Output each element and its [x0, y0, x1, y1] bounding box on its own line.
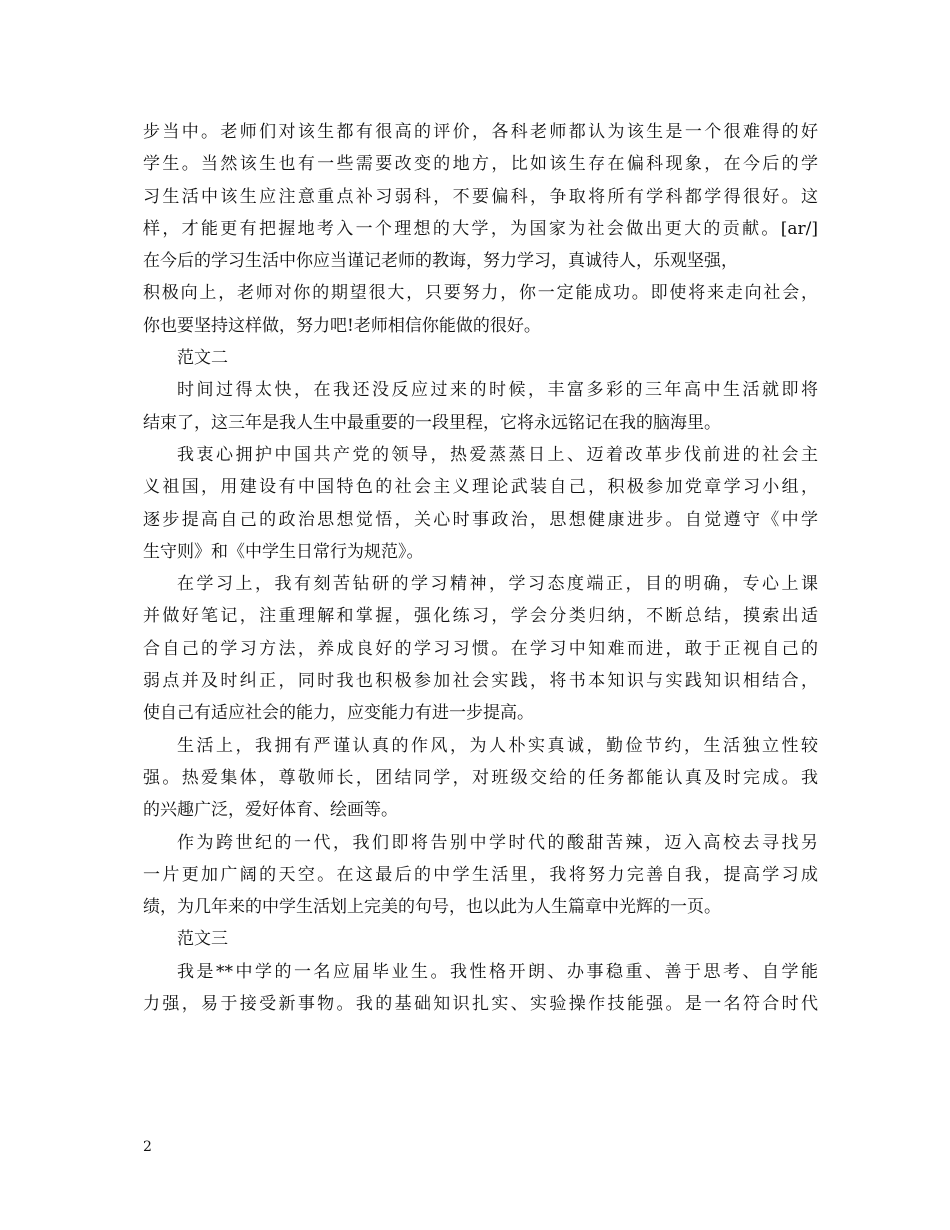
text-line: 并做好笔记，注重理解和掌握，强化练习，学会分类归纳，不断总结，摸索出适 [143, 606, 818, 627]
text-line: 积极向上，老师对你的期望很大，只要努力，你一定能成功。即使将来走向社会， [143, 283, 818, 304]
text-line: 时间过得太快，在我还没反应过来的时候，丰富多彩的三年高中生活就即将 [177, 380, 818, 401]
text-line: 的兴趣广泛，爱好体育、绘画等。 [143, 800, 398, 821]
text-line: 弱点并及时纠正，同时我也积极参加社会实践，将书本知识与实践知识相结合， [143, 671, 818, 692]
text-line: 义祖国，用建设有中国特色的社会主义理论武装自己，积极参加党章学习小组， [143, 477, 818, 498]
text-line: 逐步提高自己的政治思想觉悟，关心时事政治，思想健康进步。自觉遵守《中学 [143, 509, 818, 530]
text-line: 习生活中该生应注意重点补习弱科，不要偏科，争取将所有学科都学得很好。这 [143, 186, 818, 207]
text-line: 我衷心拥护中国共产党的领导，热爱蒸蒸日上、迈着改革步伐前进的社会主 [177, 444, 818, 465]
text-line: 结束了，这三年是我人生中最重要的一段里程，它将永远铭记在我的脑海里。 [143, 412, 721, 433]
text-line: 绩，为几年来的中学生活划上完美的句号，也以此为人生篇章中光辉的一页。 [143, 897, 721, 918]
text-line: 我是**中学的一名应届毕业生。我性格开朗、办事稳重、善于思考、自学能 [177, 961, 818, 982]
text-line: 你也要坚持这样做，努力吧!老师相信你能做的很好。 [143, 315, 541, 336]
text-line: 步当中。老师们对该生都有很高的评价，各科老师都认为该生是一个很难得的好 [143, 122, 818, 142]
page-number: 2 [143, 1139, 152, 1155]
text-line: 生活上，我拥有严谨认真的作风，为人朴实真诚，勤俭节约，生活独立性较 [177, 735, 818, 756]
text-line: 作为跨世纪的一代，我们即将告别中学时代的酸甜苦辣，迈入高校去寻找另 [177, 832, 818, 853]
text-line: 范文三 [177, 929, 228, 950]
text-line: 一片更加广阔的天空。在这最后的中学生活里，我将努力完善自我，提高学习成 [143, 864, 818, 885]
text-line: 范文二 [177, 348, 228, 369]
text-line: 合自己的学习方法，养成良好的学习习惯。在学习中知难而进，敢于正视自己的 [143, 638, 818, 659]
text-line: 强。热爱集体，尊敬师长，团结同学，对班级交给的任务都能认真及时完成。我 [143, 767, 818, 788]
text-line: 学生。当然该生也有一些需要改变的地方，比如该生存在偏科现象，在今后的学 [143, 154, 818, 175]
text-line: 在今后的学习生活中你应当谨记老师的教诲，努力学习，真诚待人，乐观坚强， [143, 251, 738, 272]
text-line: 力强，易于接受新事物。我的基础知识扎实、实验操作技能强。是一名符合时代 [143, 994, 818, 1015]
text-line: 使自己有适应社会的能力，应变能力有进一步提高。 [143, 703, 534, 724]
text-line: 样，才能更有把握地考入一个理想的大学，为国家为社会做出更大的贡献。[ar/] [143, 218, 818, 239]
text-line: 在学习上，我有刻苦钻研的学习精神，学习态度端正，目的明确，专心上课 [177, 574, 818, 595]
document-body [143, 116, 818, 1020]
text-line: 生守则》和《中学生日常行为规范》。 [143, 541, 424, 562]
